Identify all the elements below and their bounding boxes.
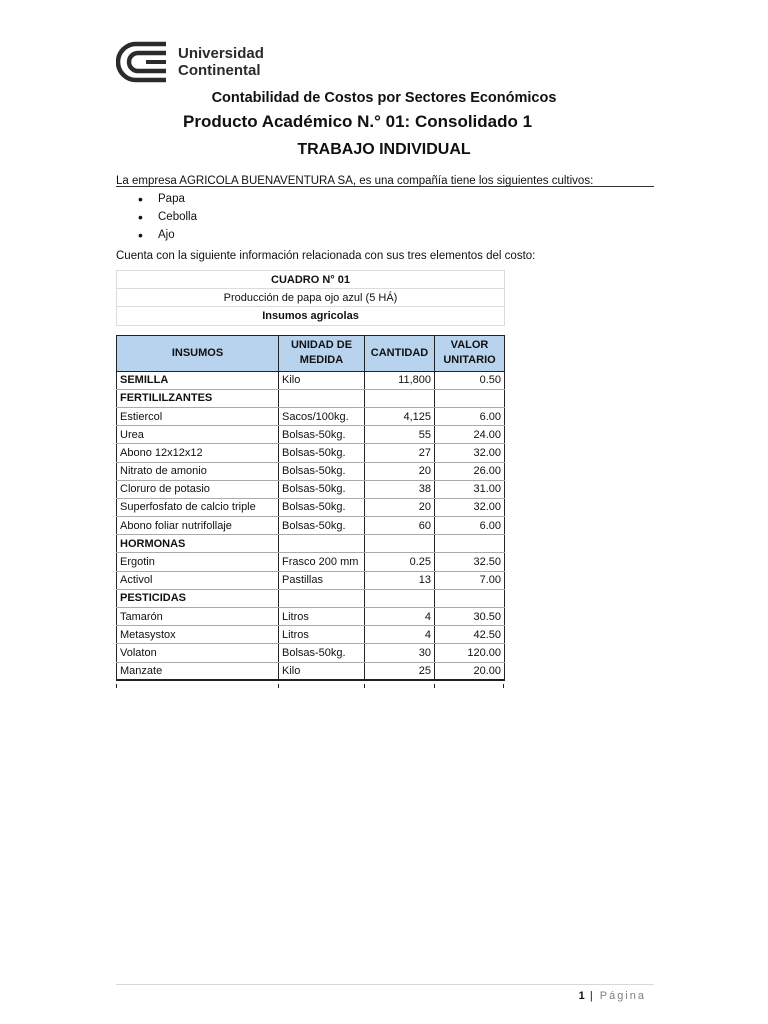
table-cell: 13 <box>365 571 435 589</box>
table-subtitle: Producción de papa ojo azul (5 HÁ) <box>117 289 505 307</box>
table-cell: 20.00 <box>435 662 505 680</box>
table-cell: Bolsas-50kg. <box>279 426 365 444</box>
table-cell: Cloruro de potasio <box>117 480 279 498</box>
table-cell <box>279 535 365 553</box>
table-cell: Bolsas-50kg. <box>279 644 365 662</box>
table-cell: Activol <box>117 571 279 589</box>
table-cell: 6.00 <box>435 407 505 425</box>
table-cell <box>435 389 505 407</box>
table-cell <box>435 535 505 553</box>
table-cell: 26.00 <box>435 462 505 480</box>
table-cell: Kilo <box>279 371 365 389</box>
table-row <box>117 553 505 571</box>
table-cell: 20 <box>365 462 435 480</box>
table-row <box>117 371 505 389</box>
table-cell: FERTILILZANTES <box>117 389 279 407</box>
column-header: INSUMOS <box>117 335 279 371</box>
university-logo <box>116 40 296 86</box>
table-cell: 0.50 <box>435 371 505 389</box>
table-cell: Sacos/100kg. <box>279 407 365 425</box>
table-cell: Litros <box>279 626 365 644</box>
table-cell: 120.00 <box>435 644 505 662</box>
table-tail <box>116 684 504 688</box>
table-cell: Bolsas-50kg. <box>279 498 365 516</box>
list-item: • Cebolla <box>138 208 197 226</box>
footer-separator: | <box>589 990 595 1002</box>
table-cell: 4 <box>365 608 435 626</box>
table-cell: Pastillas <box>279 571 365 589</box>
table-cell: 4,125 <box>365 407 435 425</box>
list-item: • Papa <box>138 190 197 208</box>
table-cell: 11,800 <box>365 371 435 389</box>
table-title: CUADRO N° 01 <box>117 271 505 289</box>
table-cell: 7.00 <box>435 571 505 589</box>
inputs-table <box>116 270 504 681</box>
table-cell: 24.00 <box>435 426 505 444</box>
table-cell: 27 <box>365 444 435 462</box>
table-cell <box>365 589 435 607</box>
table-cell: 4 <box>365 626 435 644</box>
table-row <box>117 480 505 498</box>
table-cell: 32.00 <box>435 498 505 516</box>
university-logo-icon <box>116 40 170 84</box>
column-header: UNIDAD DE MEDIDA <box>279 335 365 371</box>
table-row <box>117 626 505 644</box>
product-title: Producto Académico N.° 01: Consolidado 1 <box>183 112 533 131</box>
table-cell: 60 <box>365 517 435 535</box>
table-cell <box>365 389 435 407</box>
table-cell: SEMILLA <box>117 371 279 389</box>
table-cell: Estiercol <box>117 407 279 425</box>
table-cell: Abono 12x12x12 <box>117 444 279 462</box>
table-cell: Nitrato de amonio <box>117 462 279 480</box>
table-cell: 0.25 <box>365 553 435 571</box>
table-cell: 32.50 <box>435 553 505 571</box>
table-row <box>117 571 505 589</box>
table-cell: 25 <box>365 662 435 680</box>
table-row <box>117 589 505 607</box>
table-cell: Abono foliar nutrifollaje <box>117 517 279 535</box>
info-text: Cuenta con la siguiente información relacionada con sus tres elementos del costo: <box>116 250 536 262</box>
university-name <box>178 45 264 79</box>
assignment-type: TRABAJO INDIVIDUAL <box>297 141 471 158</box>
table-cell: 31.00 <box>435 480 505 498</box>
table-cell: HORMONAS <box>117 535 279 553</box>
table-cell: Bolsas-50kg. <box>279 480 365 498</box>
table-cell: Frasco 200 mm <box>279 553 365 571</box>
table-cell <box>279 589 365 607</box>
table-cell: PESTICIDAS <box>117 589 279 607</box>
table-cell: Bolsas-50kg. <box>279 444 365 462</box>
table-row <box>117 535 505 553</box>
course-title: Contabilidad de Costos por Sectores Económicos <box>211 90 557 106</box>
page-footer <box>579 990 646 1002</box>
table-cell: 55 <box>365 426 435 444</box>
intro-text: La empresa AGRICOLA BUENAVENTURA SA, es una compañía tiene los siguientes cultivos: <box>116 174 654 187</box>
table-row <box>117 662 505 680</box>
table-section-title: Insumos agricolas <box>117 307 505 325</box>
column-header: VALOR UNITARIO <box>435 335 505 371</box>
table-body <box>117 371 505 680</box>
logo-line-1: Universidad <box>178 45 264 62</box>
table-cell: Tamarón <box>117 608 279 626</box>
footer-divider <box>116 984 654 985</box>
page-number: 1 <box>578 990 585 1002</box>
column-header: CANTIDAD <box>365 335 435 371</box>
table-cell: 20 <box>365 498 435 516</box>
table-row <box>117 407 505 425</box>
table-cell: Litros <box>279 608 365 626</box>
table-row <box>117 426 505 444</box>
table-cell: Urea <box>117 426 279 444</box>
table-cell: 42.50 <box>435 626 505 644</box>
page-label: Página <box>599 990 646 1002</box>
table-row <box>117 444 505 462</box>
table-row <box>117 517 505 535</box>
table-cell: 30 <box>365 644 435 662</box>
table-cell: Volaton <box>117 644 279 662</box>
table-cell: Ergotin <box>117 553 279 571</box>
table-cell: Bolsas-50kg. <box>279 462 365 480</box>
table-cell <box>435 589 505 607</box>
table-cell: 6.00 <box>435 517 505 535</box>
table-cell: 30.50 <box>435 608 505 626</box>
table-cell: Superfosfato de calcio triple <box>117 498 279 516</box>
table-row <box>117 389 505 407</box>
table-cell <box>365 535 435 553</box>
table-cell: Manzate <box>117 662 279 680</box>
table-row <box>117 498 505 516</box>
table-cell: Metasystox <box>117 626 279 644</box>
list-item: • Ajo <box>138 226 197 244</box>
table-row <box>117 644 505 662</box>
table-row <box>117 608 505 626</box>
table-cell: 32.00 <box>435 444 505 462</box>
logo-line-2: Continental <box>178 62 261 79</box>
table-cell: Bolsas-50kg. <box>279 517 365 535</box>
table-row <box>117 462 505 480</box>
crop-list <box>138 190 197 244</box>
table-cell: 38 <box>365 480 435 498</box>
table-cell: Kilo <box>279 662 365 680</box>
table-cell <box>279 389 365 407</box>
